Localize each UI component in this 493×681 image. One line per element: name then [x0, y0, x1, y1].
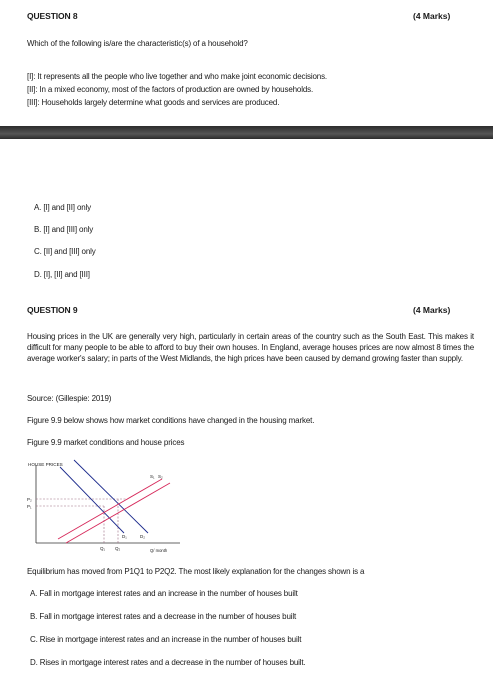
- housing-market-diagram: [20, 455, 190, 560]
- question-8-title: QUESTION 8: [27, 11, 78, 21]
- question-9-stem: Equilibrium has moved from P1Q1 to P2Q2. The most likely explanation for the changes shown is a: [27, 567, 365, 576]
- q9-option-c[interactable]: C. Rise in mortgage interest rates and an increase in the number of houses built: [30, 635, 302, 644]
- label-p1: P₁: [27, 504, 32, 509]
- label-p2: P₂: [27, 497, 32, 502]
- figure-caption: Figure 9.9 market conditions and house prices: [27, 438, 185, 447]
- statement-2: [II]: In a mixed economy, most of the factors of production are owned by households.: [27, 85, 314, 94]
- label-s1: S₁: [150, 474, 155, 479]
- section-divider: [0, 126, 493, 139]
- statement-3: [III]: Households largely determine what goods and services are produced.: [27, 98, 280, 107]
- q8-option-b[interactable]: B. [I] and [III] only: [34, 225, 94, 234]
- figure-intro: Figure 9.9 below shows how market conditions have changed in the housing market.: [27, 416, 315, 425]
- demand-curve-d2: [74, 460, 148, 533]
- label-q2: Q₂: [115, 546, 121, 551]
- question-8-marks: (4 Marks): [413, 11, 451, 21]
- question-9-marks: (4 Marks): [413, 305, 451, 315]
- x-axis-label: Q/ month: [150, 548, 168, 553]
- question-9-title: QUESTION 9: [27, 305, 78, 315]
- source-citation: Source: (Gillespie: 2019): [27, 394, 112, 403]
- q9-option-a[interactable]: A. Fall in mortgage interest rates and an increase in the number of houses built: [30, 589, 298, 598]
- q9-option-d[interactable]: D. Rises in mortgage interest rates and a decrease in the number of houses built.: [30, 658, 306, 667]
- question-9-paragraph: Housing prices in the UK are generally very high, particularly in certain areas of the country such as the South East. This makes it difficult for many people to be able to afford to buy their own houses. In England, average houses prices are now almost 8 times the average worker's salary; in parts of the West Midlands, the high prices have been caused by demand growing faster than supply.: [27, 332, 474, 363]
- label-d2: D₂: [140, 534, 145, 539]
- y-axis-label: HOUSE PRICES: [28, 462, 63, 467]
- q9-option-b[interactable]: B. Fall in mortgage interest rates and a decrease in the number of houses built: [30, 612, 297, 621]
- q8-option-c[interactable]: C. [II] and [III] only: [34, 247, 96, 256]
- label-s2: S₂: [158, 474, 163, 479]
- label-q1: Q₁: [100, 546, 106, 551]
- statement-1: [I]: It represents all the people who live together and who make joint economic decisions.: [27, 72, 328, 81]
- q8-option-a[interactable]: A. [I] and [II] only: [34, 203, 92, 212]
- q8-option-d[interactable]: D. [I], [II] and [III]: [34, 270, 90, 279]
- supply-curve-s1: [58, 479, 162, 539]
- label-d1: D₁: [122, 534, 127, 539]
- question-8-prompt: Which of the following is/are the characteristic(s) of a household?: [27, 39, 248, 48]
